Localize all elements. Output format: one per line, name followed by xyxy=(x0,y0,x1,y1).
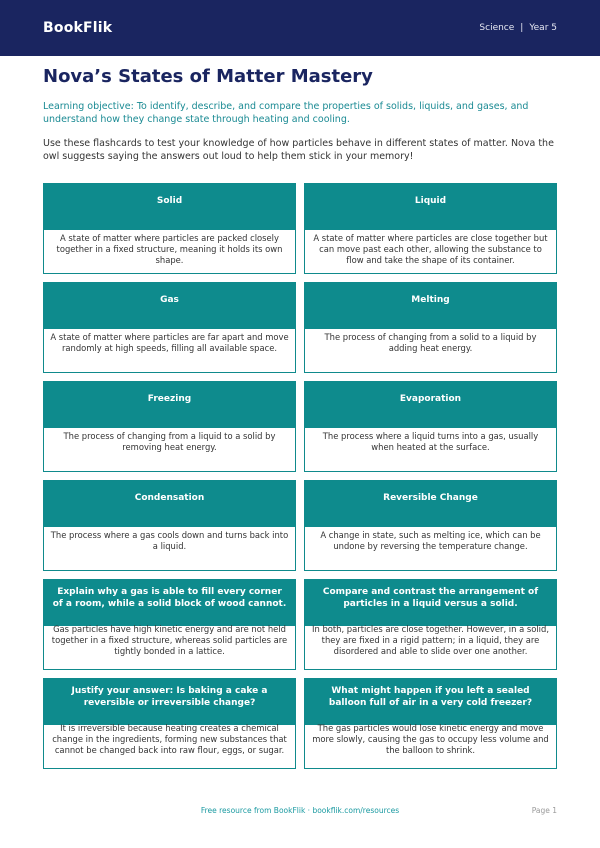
flashcard-front: What might happen if you left a sealed balloon full of air in a very cold freezer? xyxy=(305,679,556,725)
flashcard-question xyxy=(43,579,296,670)
flashcard-front: Freezing xyxy=(44,382,295,428)
flashcard-back: Gas particles have high kinetic energy and are not held together in a fixed structure, whereas solid particles are tightly bonded in a lattice. xyxy=(51,624,288,656)
flashcard-back: It is irreversible because heating creates a chemical change in the ingredients, forming new substances that cannot be changed back into raw flour, eggs, or sugar. xyxy=(52,723,287,755)
page-title: Nova’s States of Matter Mastery xyxy=(43,66,373,87)
flashcard xyxy=(43,480,296,571)
flashcard-front: Melting xyxy=(305,283,556,329)
flashcard xyxy=(304,381,557,472)
flashcard-back: The process where a liquid turns into a gas, usually when heated at the surface. xyxy=(322,431,539,452)
flashcard-question xyxy=(43,678,296,769)
flashcard xyxy=(43,183,296,274)
flashcard xyxy=(304,282,557,373)
learning-objective: Learning objective: To identify, describe, and compare the properties of solids, liquids, and gases, and understand how they change state through heating and cooling. xyxy=(43,101,529,125)
flashcard-front: Condensation xyxy=(44,481,295,527)
flashcard xyxy=(43,282,296,373)
flashcard-front: Compare and contrast the arrangement of particles in a liquid versus a solid. xyxy=(305,580,556,626)
subject-label: Science xyxy=(479,23,515,33)
flashcard-back: A state of matter where particles are far apart and move randomly at high speeds, filling all available space. xyxy=(50,332,289,353)
flashcard-back: A state of matter where particles are packed closely together in a fixed structure, meaning it holds its own shape. xyxy=(56,233,283,265)
flashcard-back: The process of changing from a solid to a liquid by adding heat energy. xyxy=(324,332,537,353)
flashcard xyxy=(304,480,557,571)
flashcard-back: A state of matter where particles are close together but can move past each other, allowing the substance to flow and take the shape of its container. xyxy=(313,233,548,265)
page-number: Page 1 xyxy=(531,806,557,815)
flashcard-front: Gas xyxy=(44,283,295,329)
flashcard-front: Liquid xyxy=(305,184,556,230)
flashcard-front: Explain why a gas is able to fill every corner of a room, while a solid block of wood cannot. xyxy=(44,580,295,626)
flashcard-question xyxy=(304,678,557,769)
flashcard-back: The gas particles would lose kinetic energy and move more slowly, causing the gas to occupy less volume and the balloon to shrink. xyxy=(312,723,549,755)
flashcard-grid xyxy=(43,183,557,769)
flashcard-back: A change in state, such as melting ice, which can be undone by reversing the temperature change. xyxy=(320,530,541,551)
header-separator: | xyxy=(520,23,524,33)
flashcard-back: The process where a gas cools down and turns back into a liquid. xyxy=(50,530,289,551)
intro-text: Use these flashcards to test your knowledge of how particles behave in different states of matter. Nova the owl suggests saying the answers out loud to help them stick in your memory! xyxy=(43,138,554,162)
flashcard-front: Reversible Change xyxy=(305,481,556,527)
page-footer xyxy=(0,806,600,820)
flashcard-front: Solid xyxy=(44,184,295,230)
brand-logo[interactable]: BookFlik xyxy=(43,20,113,36)
footer-credit[interactable]: Free resource from BookFlik · bookflik.com/resources xyxy=(200,806,400,815)
flashcard-back: The process of changing from a liquid to a solid by removing heat energy. xyxy=(63,431,276,452)
page-header xyxy=(0,0,600,56)
year-label: Year 5 xyxy=(529,23,557,33)
flashcard-front: Justify your answer: Is baking a cake a reversible or irreversible change? xyxy=(44,679,295,725)
flashcard xyxy=(304,183,557,274)
flashcard-back: In both, particles are close together. However, in a solid, they are fixed in a rigid pattern; in a liquid, they are disordered and able to slide over one another. xyxy=(312,624,549,656)
subject-year-label xyxy=(479,23,557,33)
flashcard xyxy=(43,381,296,472)
flashcard-front: Evaporation xyxy=(305,382,556,428)
flashcard-question xyxy=(304,579,557,670)
